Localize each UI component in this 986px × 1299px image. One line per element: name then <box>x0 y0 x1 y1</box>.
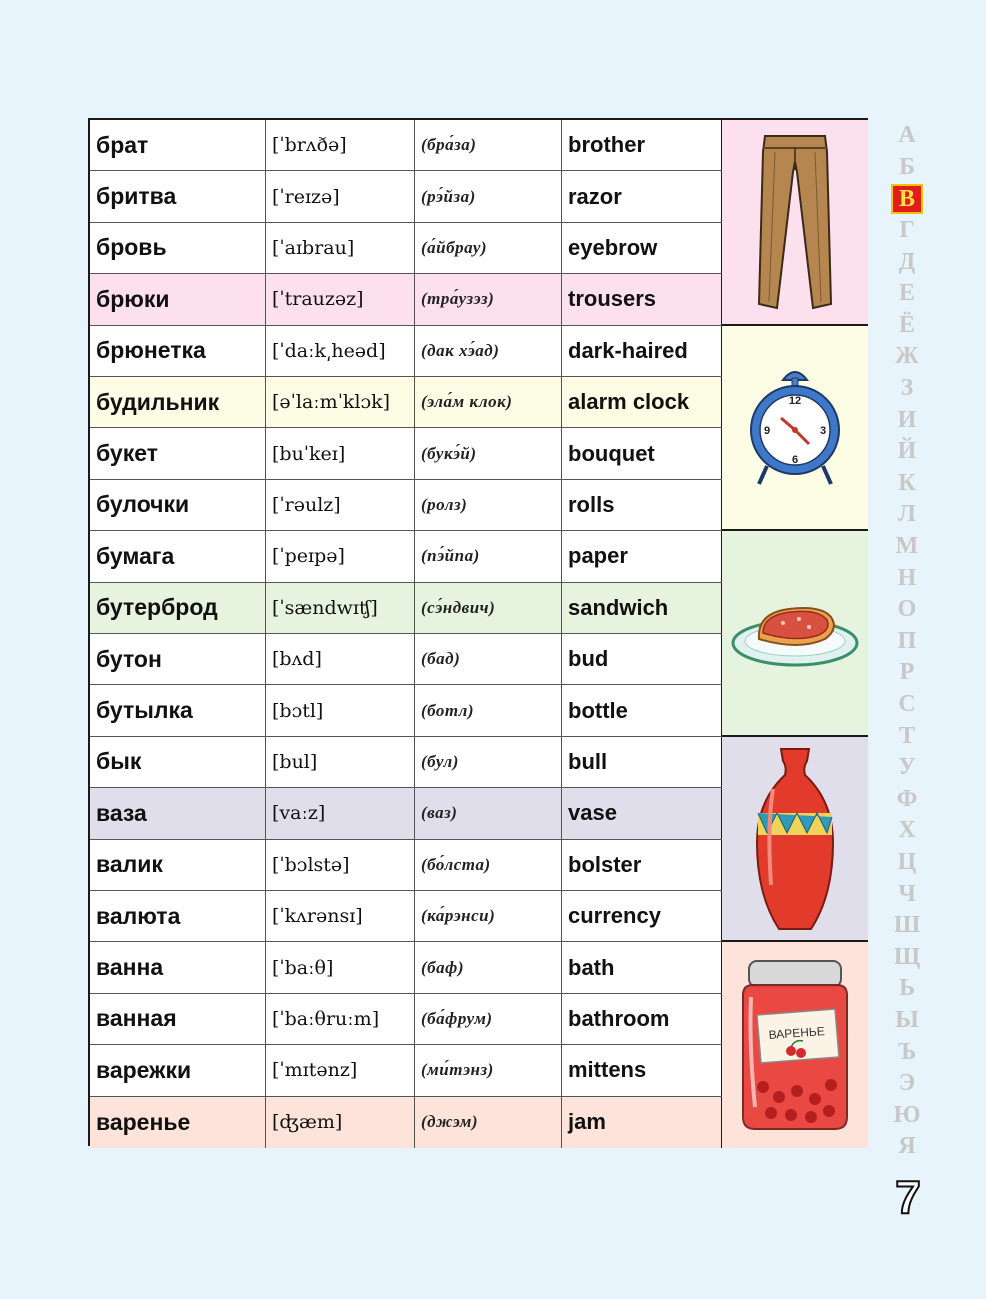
english-word: bathroom <box>562 994 722 1044</box>
russian-pronunciation: (бра́за) <box>415 120 562 170</box>
english-word: bouquet <box>562 428 722 478</box>
ipa-transcription: [ˈkʌrənsɪ] <box>266 891 415 941</box>
alphabet-letter-text: Ц <box>897 848 917 875</box>
alphabet-letter <box>887 689 927 721</box>
ipa-transcription: [bɔtl] <box>266 685 415 735</box>
russian-word: валик <box>90 840 266 890</box>
ipa-transcription: [ˈbaːθruːm] <box>266 994 415 1044</box>
alphabet-letter-text: О <box>897 596 917 623</box>
russian-pronunciation: (ка́рэнси) <box>415 891 562 941</box>
alphabet-letter-text: Ъ <box>897 1038 917 1065</box>
russian-word: бровь <box>90 223 266 273</box>
table-row <box>90 685 722 736</box>
english-word: sandwich <box>562 583 722 633</box>
alphabet-letter-text: Д <box>898 248 916 275</box>
alphabet-letter <box>887 310 927 342</box>
english-word: jam <box>562 1097 722 1148</box>
alphabet-letter-text: Ф <box>896 785 918 812</box>
picture-panel <box>722 737 868 943</box>
english-word: vase <box>562 788 722 838</box>
alphabet-letter-text: Ш <box>893 912 921 939</box>
jam-jar-icon <box>735 957 855 1133</box>
english-word: brother <box>562 120 722 170</box>
alphabet-letter <box>887 1131 927 1163</box>
english-word: trousers <box>562 274 722 324</box>
table-row <box>90 634 722 685</box>
clock-number-9: 9 <box>763 425 771 438</box>
russian-pronunciation: (баф) <box>415 942 562 992</box>
alphabet-letter <box>887 1005 927 1037</box>
alphabet-index <box>887 120 927 1163</box>
russian-word: бутон <box>90 634 266 684</box>
alphabet-letter <box>887 720 927 752</box>
picture-panel <box>722 531 868 737</box>
alphabet-letter-text: Й <box>897 438 917 465</box>
alphabet-letter-text: Ч <box>898 880 916 907</box>
russian-word: ванна <box>90 942 266 992</box>
alphabet-letter <box>887 1036 927 1068</box>
alphabet-letter-text: Л <box>898 501 916 528</box>
alphabet-letter <box>887 815 927 847</box>
alphabet-letter <box>887 1068 927 1100</box>
ipa-transcription: [ˈbrʌðə] <box>266 120 415 170</box>
alphabet-letter <box>887 847 927 879</box>
sandwich-icon <box>729 593 861 673</box>
alphabet-letter <box>887 152 927 184</box>
russian-pronunciation: (рэ́йза) <box>415 171 562 221</box>
alphabet-letter-text: Ь <box>899 975 915 1002</box>
alphabet-letter-text: У <box>898 754 916 781</box>
alphabet-letter-text: В <box>891 184 923 214</box>
russian-word: варенье <box>90 1097 266 1148</box>
alphabet-letter <box>887 562 927 594</box>
ipa-transcription: [buˈkeɪ] <box>266 428 415 478</box>
table-row <box>90 1097 722 1148</box>
alphabet-letter <box>887 1099 927 1131</box>
russian-pronunciation: (пэ́йпа) <box>415 531 562 581</box>
ipa-transcription: [ˈpeɪpə] <box>266 531 415 581</box>
alphabet-letter <box>887 973 927 1005</box>
alphabet-letter-text: Р <box>899 659 915 686</box>
alphabet-letter-text: Ё <box>898 311 915 338</box>
clock-number-12: 12 <box>788 395 802 408</box>
alphabet-letter-text: Б <box>899 153 915 180</box>
ipa-transcription: [əˈlaːmˈklɔk] <box>266 377 415 427</box>
alphabet-letter-active <box>887 183 927 215</box>
ipa-transcription: [ˈsændwɪʧ] <box>266 583 415 633</box>
russian-word: брюнетка <box>90 326 266 376</box>
alphabet-letter <box>887 657 927 689</box>
russian-word: букет <box>90 428 266 478</box>
russian-pronunciation: (бул) <box>415 737 562 787</box>
table-row <box>90 428 722 479</box>
alphabet-letter-text: Е <box>898 280 915 307</box>
alphabet-letter-text: Ы <box>895 1006 919 1033</box>
ipa-transcription: [bul] <box>266 737 415 787</box>
alphabet-letter <box>887 878 927 910</box>
alphabet-letter-text: П <box>897 627 917 654</box>
russian-word: бумага <box>90 531 266 581</box>
alphabet-letter <box>887 626 927 658</box>
alphabet-letter-text: З <box>900 375 914 402</box>
alphabet-letter <box>887 120 927 152</box>
picture-panel <box>722 942 868 1148</box>
english-word: bath <box>562 942 722 992</box>
russian-word: брат <box>90 120 266 170</box>
russian-word: булочки <box>90 480 266 530</box>
russian-pronunciation: (дак хэ́ад) <box>415 326 562 376</box>
page-number: 7 <box>895 1171 921 1223</box>
ipa-transcription: [ˈrəulz] <box>266 480 415 530</box>
ipa-transcription: [ˈmɪtənz] <box>266 1045 415 1095</box>
alphabet-letter-text: Я <box>898 1133 916 1160</box>
russian-pronunciation: (ба́фрум) <box>415 994 562 1044</box>
ipa-transcription: [ˈbaːθ] <box>266 942 415 992</box>
alphabet-letter <box>887 215 927 247</box>
ipa-transcription: [ˈtrauzəz] <box>266 274 415 324</box>
picture-panel <box>722 120 868 326</box>
russian-word: бык <box>90 737 266 787</box>
english-word: mittens <box>562 1045 722 1095</box>
table-row <box>90 737 722 788</box>
alphabet-letter <box>887 594 927 626</box>
clock-number-3: 3 <box>819 425 827 438</box>
trousers-icon <box>755 132 835 312</box>
russian-word: бутерброд <box>90 583 266 633</box>
table-row <box>90 994 722 1045</box>
alphabet-letter-text: Ж <box>895 343 919 370</box>
english-word: alarm clock <box>562 377 722 427</box>
russian-word: бутылка <box>90 685 266 735</box>
alphabet-letter <box>887 752 927 784</box>
russian-word: валюта <box>90 891 266 941</box>
alphabet-letter <box>887 468 927 500</box>
table-row <box>90 480 722 531</box>
table-row <box>90 788 722 839</box>
russian-pronunciation: (джэм) <box>415 1097 562 1148</box>
alphabet-letter <box>887 373 927 405</box>
russian-pronunciation: (бад) <box>415 634 562 684</box>
english-word: dark-haired <box>562 326 722 376</box>
alphabet-letter <box>887 436 927 468</box>
table-row <box>90 1045 722 1096</box>
russian-word: ванная <box>90 994 266 1044</box>
table-row <box>90 223 722 274</box>
english-word: bolster <box>562 840 722 890</box>
table-row <box>90 171 722 222</box>
english-word: rolls <box>562 480 722 530</box>
alphabet-letter-text: К <box>898 469 916 496</box>
alphabet-letter-text: М <box>895 533 919 560</box>
table-row <box>90 891 722 942</box>
dictionary-table <box>88 118 868 1146</box>
alphabet-letter <box>887 910 927 942</box>
alphabet-letter-text: И <box>897 406 917 433</box>
picture-panel <box>722 326 868 532</box>
table-row <box>90 531 722 582</box>
russian-pronunciation: (ботл) <box>415 685 562 735</box>
alphabet-letter <box>887 246 927 278</box>
table-row <box>90 583 722 634</box>
russian-word: ваза <box>90 788 266 838</box>
alphabet-letter-text: А <box>898 122 916 149</box>
english-word: razor <box>562 171 722 221</box>
alphabet-letter-text: Т <box>898 722 915 749</box>
russian-pronunciation: (тра́узэз) <box>415 274 562 324</box>
english-word: bull <box>562 737 722 787</box>
alphabet-letter-text: Х <box>898 817 916 844</box>
table-row <box>90 840 722 891</box>
russian-word: брюки <box>90 274 266 324</box>
alphabet-letter <box>887 499 927 531</box>
jam-jar-label: ВАРЕНЬЕ <box>768 1024 826 1043</box>
alphabet-letter-text: С <box>898 690 916 717</box>
table-row <box>90 120 722 171</box>
table-row <box>90 274 722 325</box>
alphabet-letter-text: Э <box>898 1070 916 1097</box>
russian-word: варежки <box>90 1045 266 1095</box>
alphabet-letter <box>887 404 927 436</box>
alphabet-letter-text: Г <box>899 217 915 244</box>
table-row <box>90 942 722 993</box>
ipa-transcription: [ˈaɪbrau] <box>266 223 415 273</box>
russian-pronunciation: (ролз) <box>415 480 562 530</box>
russian-pronunciation: (букэ́й) <box>415 428 562 478</box>
table-row <box>90 377 722 428</box>
alphabet-letter <box>887 531 927 563</box>
english-word: currency <box>562 891 722 941</box>
alphabet-letter <box>887 341 927 373</box>
russian-pronunciation: (эла́м клок) <box>415 377 562 427</box>
english-word: paper <box>562 531 722 581</box>
russian-pronunciation: (бо́лста) <box>415 840 562 890</box>
alphabet-letter-text: Щ <box>893 943 921 970</box>
ipa-transcription: [vaːz] <box>266 788 415 838</box>
russian-pronunciation: (ми́тэнз) <box>415 1045 562 1095</box>
ipa-transcription: [ʤæm] <box>266 1097 415 1148</box>
russian-pronunciation: (сэ́ндвич) <box>415 583 562 633</box>
vase-icon <box>753 745 837 933</box>
ipa-transcription: [ˈbɔlstə] <box>266 840 415 890</box>
english-word: bud <box>562 634 722 684</box>
clock-number-6: 6 <box>791 454 799 467</box>
russian-pronunciation: (ваз) <box>415 788 562 838</box>
alphabet-letter <box>887 783 927 815</box>
russian-word: бритва <box>90 171 266 221</box>
ipa-transcription: [ˈdaːk͵heəd] <box>266 326 415 376</box>
ipa-transcription: [ˈreɪzə] <box>266 171 415 221</box>
alphabet-letter-text: Ю <box>893 1101 921 1128</box>
alphabet-letter <box>887 278 927 310</box>
alphabet-letter <box>887 941 927 973</box>
russian-word: будильник <box>90 377 266 427</box>
table-row <box>90 326 722 377</box>
english-word: bottle <box>562 685 722 735</box>
russian-pronunciation: (а́йбрау) <box>415 223 562 273</box>
alphabet-letter-text: Н <box>897 564 917 591</box>
ipa-transcription: [bʌd] <box>266 634 415 684</box>
english-word: eyebrow <box>562 223 722 273</box>
alarm-clock-icon <box>745 362 845 492</box>
